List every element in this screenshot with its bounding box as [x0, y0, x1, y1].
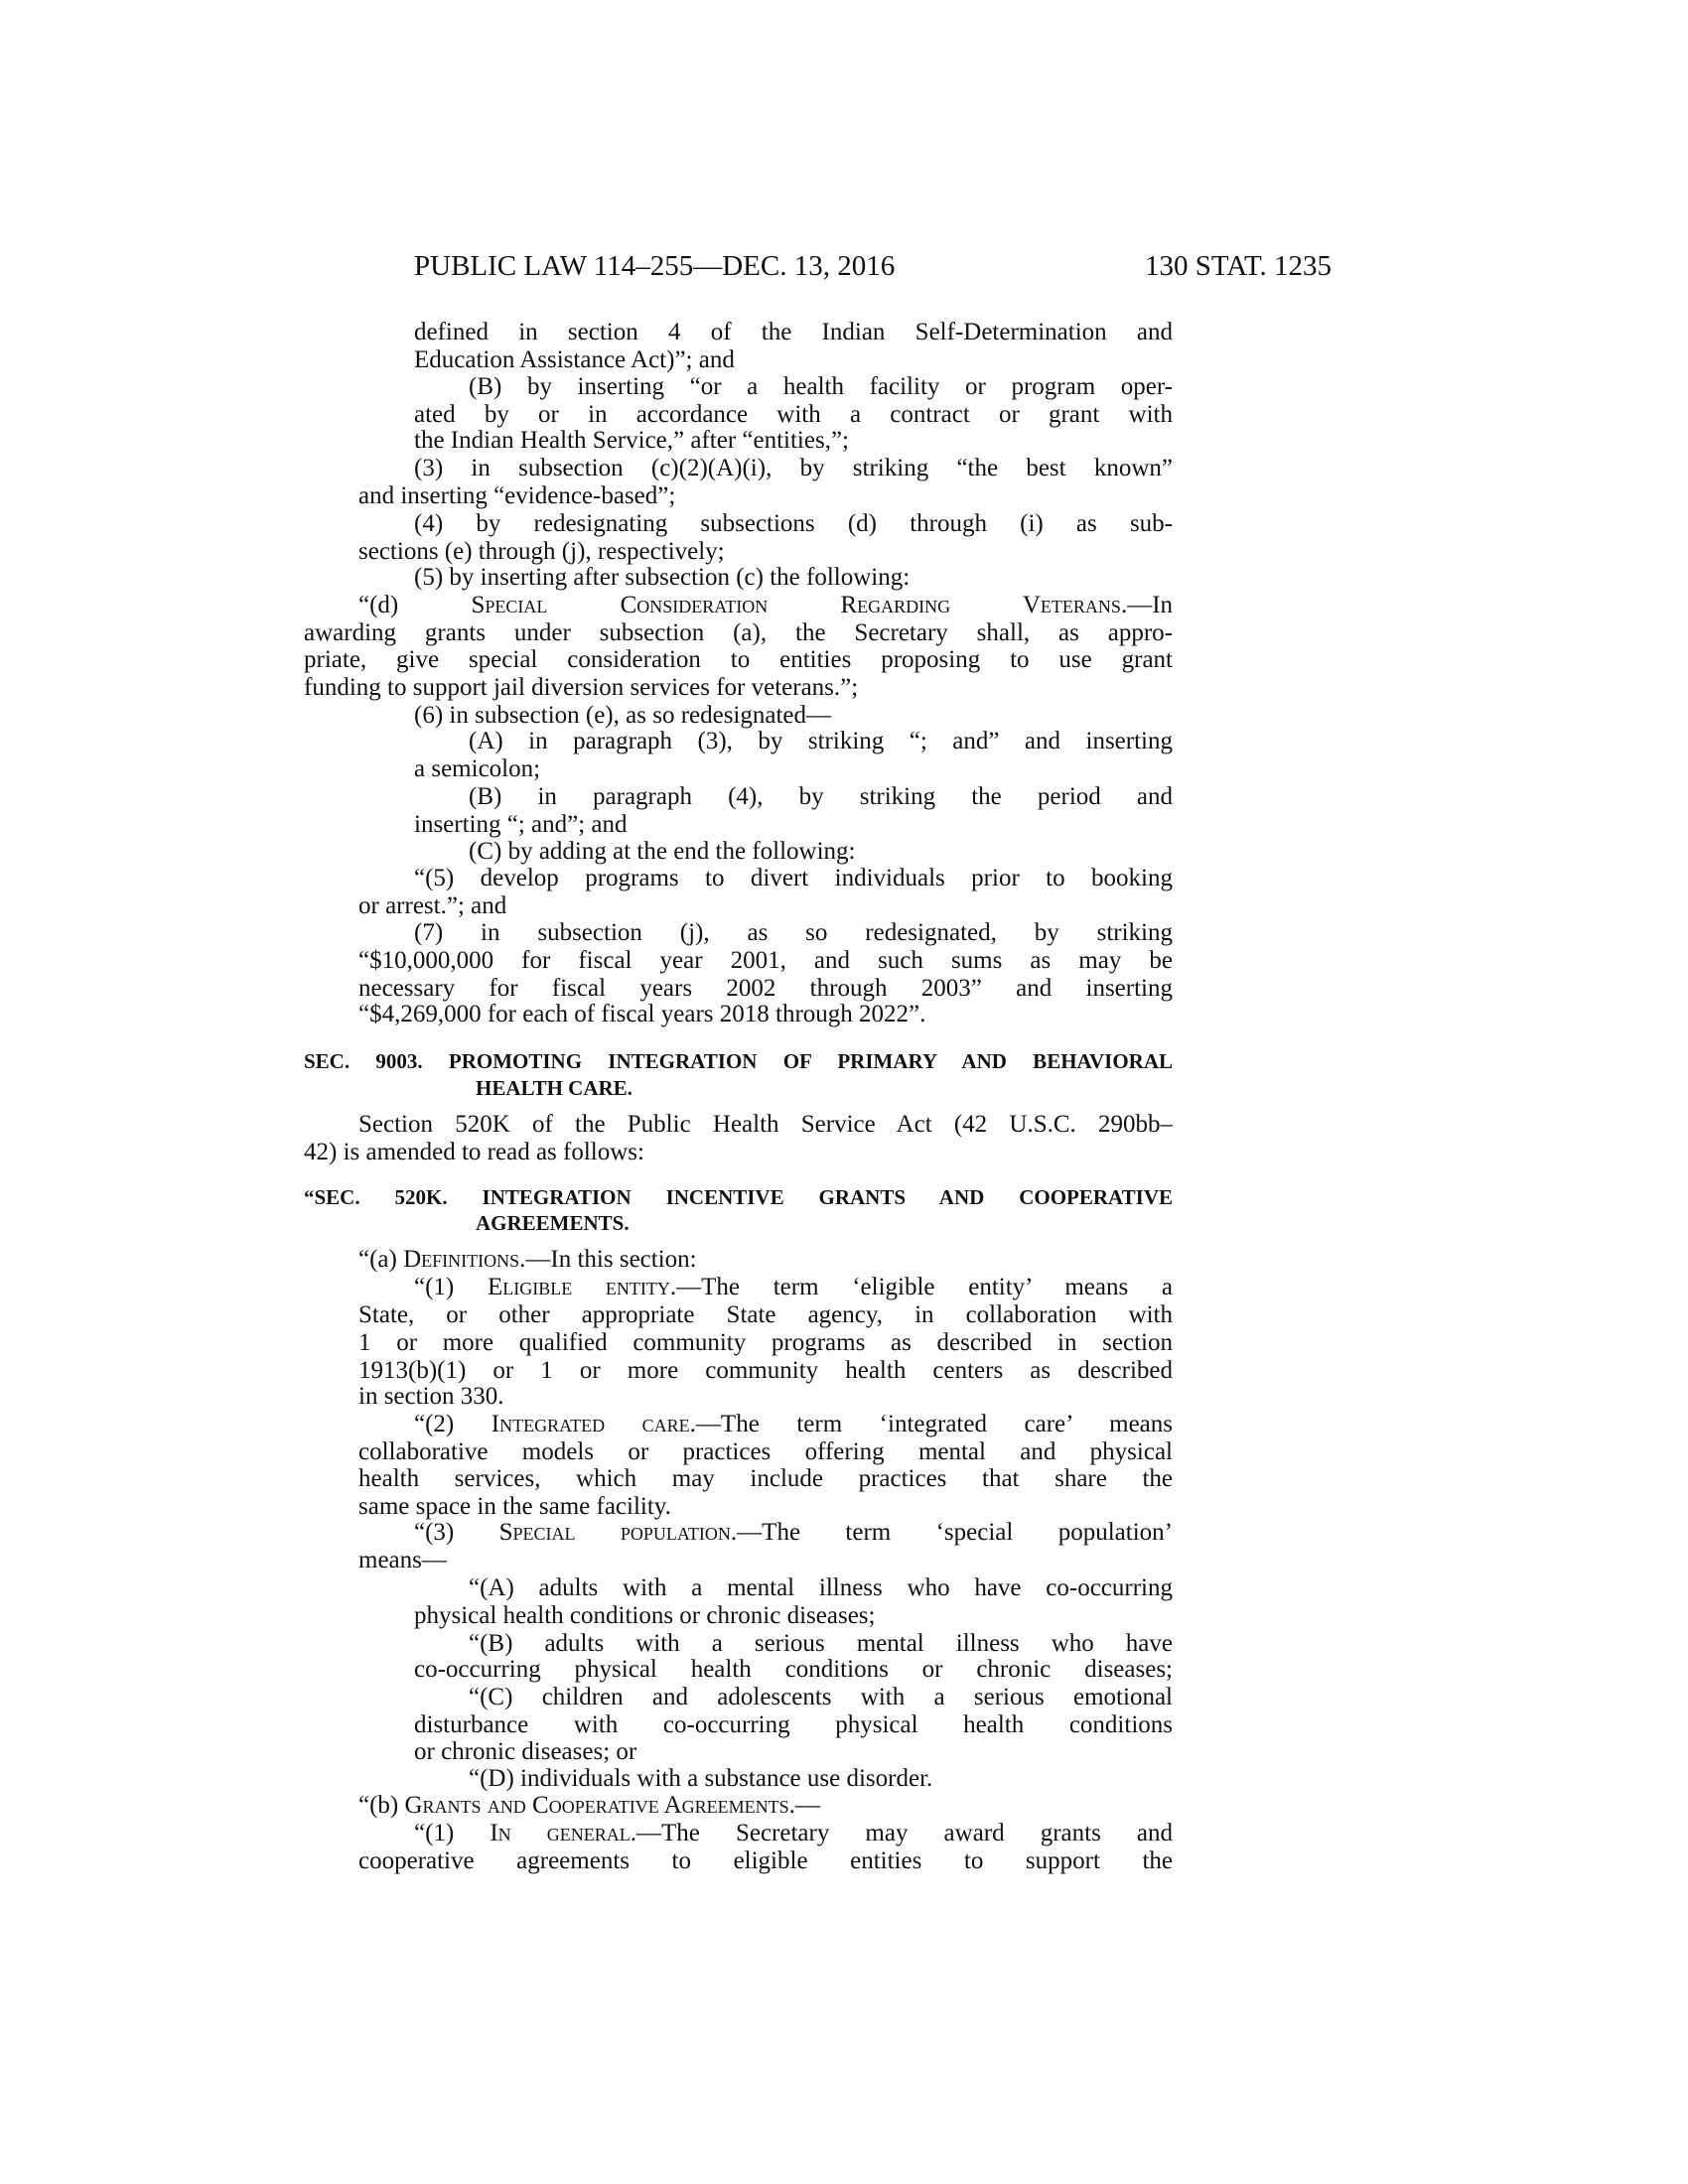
small-caps-heading: Grants and Cooperative Agreements	[404, 1792, 789, 1819]
text-segment: “(a)	[358, 1246, 404, 1273]
text-line: “$10,000,000 for fiscal year 2001, and such sums as may be	[358, 947, 1173, 974]
text-line: inserting “; and”; and	[414, 811, 628, 838]
text-line: same space in the same facility.	[358, 1493, 671, 1520]
text-segment: .—In this section:	[519, 1246, 697, 1273]
text-segment: “(1)	[414, 1274, 488, 1300]
text-segment: “(d)	[358, 592, 472, 618]
text-line: “(B) adults with a serious mental illness who have	[469, 1630, 1173, 1657]
section-heading-line: SEC. 9003. PROMOTING INTEGRATION OF PRIMARY AND BEHAVIORAL	[304, 1049, 1173, 1073]
text-line: or chronic diseases; or	[414, 1738, 637, 1765]
text-line: in section 330.	[358, 1383, 504, 1410]
text-line: 42) is amended to read as follows:	[304, 1139, 644, 1165]
text-line: ated by or in accordance with a contract or grant with	[414, 401, 1173, 428]
text-line: Education Assistance Act)”; and	[414, 346, 735, 373]
small-caps-heading: Integrated care	[491, 1411, 690, 1437]
text-line: (7) in subsection (j), as so redesignated, by striking	[414, 919, 1173, 946]
text-line: funding to support jail diversion services for veterans.”;	[304, 674, 859, 701]
text-line	[414, 1411, 1173, 1438]
text-line: a semicolon;	[414, 755, 541, 782]
text-segment: “(1)	[414, 1820, 491, 1846]
text-line: “(D) individuals with a substance use disorder.	[469, 1765, 933, 1792]
text-line: (3) in subsection (c)(2)(A)(i), by striking “the best known”	[414, 455, 1173, 481]
text-line: awarding grants under subsection (a), the Secretary shall, as appro-	[304, 619, 1173, 646]
text-line: 1 or more qualified community programs as described in section	[358, 1329, 1173, 1356]
text-line	[358, 1792, 1173, 1820]
text-line: the Indian Health Service,” after “entities,”;	[414, 427, 849, 454]
text-line: (B) in paragraph (4), by striking the period and	[469, 783, 1173, 810]
text-line: means—	[358, 1547, 447, 1573]
text-segment: .—The term ‘special population’	[730, 1519, 1173, 1546]
text-line	[358, 592, 1173, 619]
text-line: co-occurring physical health conditions or chronic diseases;	[414, 1656, 1173, 1683]
text-line: 1913(b)(1) or 1 or more community health centers as described	[358, 1357, 1173, 1384]
section-heading-line: HEALTH CARE.	[476, 1076, 633, 1100]
text-line: necessary for fiscal years 2002 through 2003” and inserting	[358, 975, 1173, 1002]
text-segment: “(b)	[358, 1792, 405, 1819]
text-line: cooperative agreements to eligible entities to support the	[358, 1847, 1173, 1874]
text-line: (B) by inserting “or a health facility or program oper-	[469, 373, 1173, 400]
text-line	[358, 1246, 1173, 1274]
text-segment: .—The term ‘eligible entity’ means a	[669, 1274, 1173, 1300]
page-stat-number: 130 STAT. 1235	[1145, 250, 1333, 282]
text-line: Section 520K of the Public Health Service Act (42 U.S.C. 290bb–	[358, 1111, 1173, 1138]
small-caps-heading: Special Consideration Regarding Veterans	[471, 592, 1121, 618]
text-line: disturbance with co-occurring physical health conditions	[414, 1711, 1173, 1738]
text-line: health services, which may include practices that share the	[358, 1465, 1173, 1492]
text-line: sections (e) through (j), respectively;	[358, 538, 725, 565]
small-caps-heading: Special population	[498, 1519, 731, 1546]
text-segment: .—The term ‘integrated care’ means	[689, 1411, 1173, 1437]
text-line: or arrest.”; and	[358, 892, 507, 919]
running-header-title: PUBLIC LAW 114–255—DEC. 13, 2016	[414, 250, 896, 282]
text-line: State, or other appropriate State agency, in collaboration with	[358, 1301, 1173, 1328]
text-line: “(5) develop programs to divert individuals prior to booking	[414, 865, 1173, 891]
text-line	[414, 1519, 1173, 1547]
text-line: and inserting “evidence-based”;	[358, 482, 676, 509]
text-line	[414, 1820, 1173, 1847]
text-line: physical health conditions or chronic diseases;	[414, 1602, 876, 1629]
section-heading-line: AGREEMENTS.	[476, 1211, 630, 1235]
text-line: collaborative models or practices offering mental and physical	[358, 1438, 1173, 1465]
small-caps-heading: In general	[490, 1820, 631, 1846]
small-caps-heading: Eligible entity	[487, 1274, 670, 1300]
text-segment: “(3)	[414, 1519, 499, 1546]
text-segment: .—In	[1120, 592, 1173, 618]
text-line: (C) by adding at the end the following:	[469, 838, 856, 865]
text-line: (A) in paragraph (3), by striking “; and” and inserting	[469, 728, 1173, 754]
section-heading-line: “SEC. 520K. INTEGRATION INCENTIVE GRANTS AND COOPERATIVE	[304, 1185, 1173, 1209]
text-line: defined in section 4 of the Indian Self-Determination and	[414, 319, 1173, 345]
text-line: priate, give special consideration to entities proposing to use grant	[304, 646, 1173, 673]
text-segment: .—	[788, 1792, 820, 1819]
text-line: “(A) adults with a mental illness who have co-occurring	[469, 1574, 1173, 1601]
text-line: “(C) children and adolescents with a serious emotional	[469, 1684, 1173, 1710]
text-line	[414, 1274, 1173, 1301]
small-caps-heading: Definitions	[403, 1246, 520, 1273]
text-line: (4) by redesignating subsections (d) through (i) as sub-	[414, 510, 1173, 537]
text-line: (6) in subsection (e), as so redesignated—	[414, 702, 832, 729]
text-line: “$4,269,000 for each of fiscal years 2018 through 2022”.	[358, 1001, 926, 1027]
text-segment: .—The Secretary may award grants and	[630, 1820, 1173, 1846]
text-line: (5) by inserting after subsection (c) the following:	[414, 564, 911, 591]
text-segment: “(2)	[414, 1411, 492, 1437]
